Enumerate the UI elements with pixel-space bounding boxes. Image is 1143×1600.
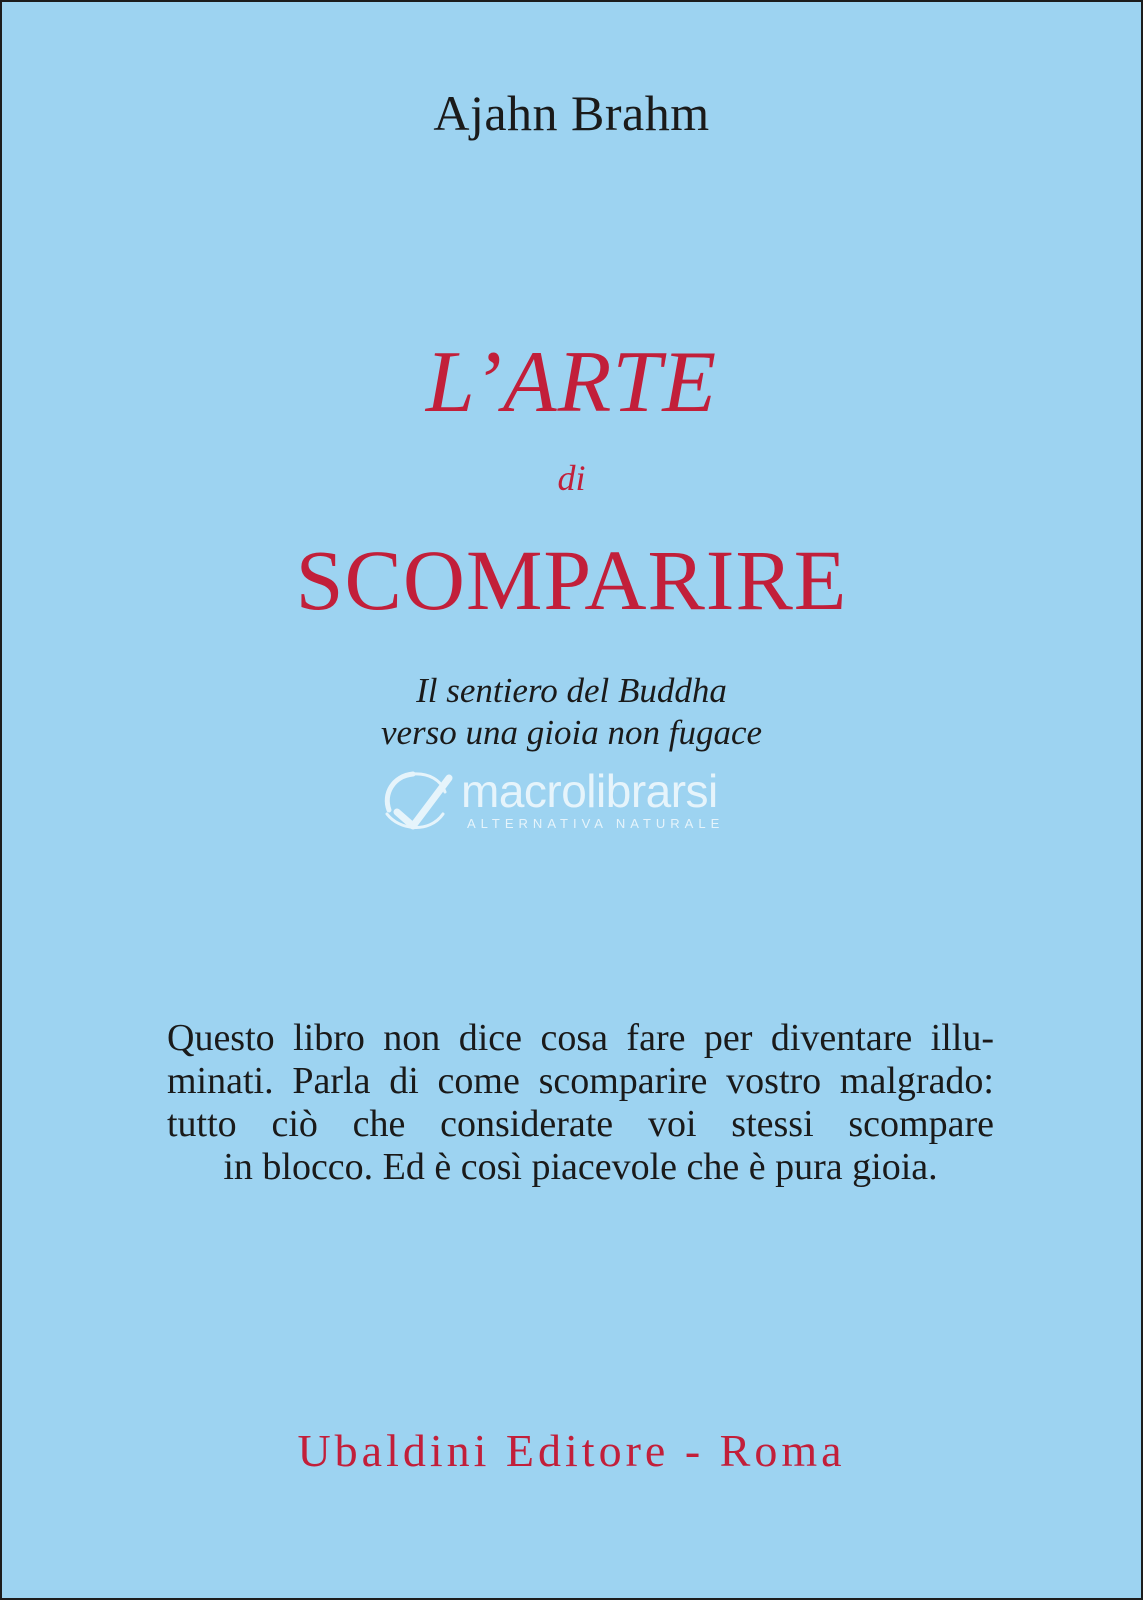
watermark-tagline: ALTERNATIVA NATURALE <box>467 816 725 831</box>
title-line-1: L’ARTE <box>425 334 718 431</box>
subtitle-line-1: Il sentiero del Buddha <box>416 671 727 710</box>
title-line-2: SCOMPARIRE <box>295 532 848 628</box>
watermark <box>379 764 779 836</box>
blurb <box>167 1017 994 1189</box>
blurb-line-2: minati. Parla di come scomparire vostro malgrado: <box>167 1060 994 1102</box>
blurb-line-1: Questo libro non dice cosa fare per diventare illu- <box>167 1017 994 1059</box>
watermark-name: macrolibrarsi <box>461 765 718 817</box>
blurb-line-4: in blocco. Ed è così piacevole che è pura gioia. <box>223 1146 938 1188</box>
author-name: Ajahn Brahm <box>433 85 710 141</box>
leaf-check-icon <box>379 764 457 836</box>
subtitle <box>2 670 1141 754</box>
title-connector: di <box>557 458 586 498</box>
blurb-line-3: tutto ciò che considerate voi stessi scompare <box>167 1103 994 1145</box>
publisher: Ubaldini Editore - Roma <box>297 1425 846 1476</box>
subtitle-line-2: verso una gioia non fugace <box>380 713 763 752</box>
